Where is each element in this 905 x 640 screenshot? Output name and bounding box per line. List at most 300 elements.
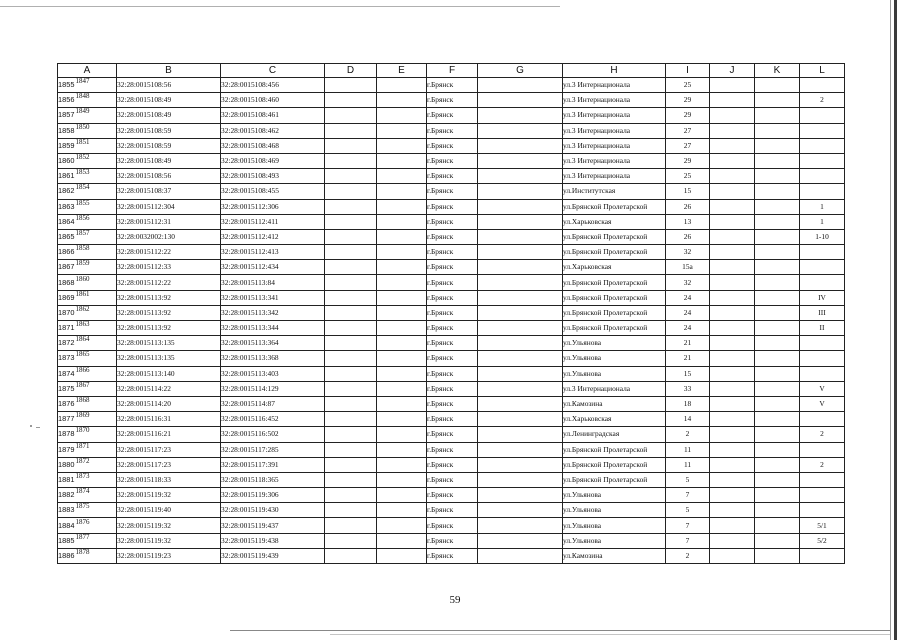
cadastral-number-b[interactable]: 32:28:0015119:32 bbox=[117, 488, 221, 503]
column-header-g[interactable]: G bbox=[478, 64, 563, 78]
city-cell[interactable]: г.Брянск bbox=[427, 442, 478, 457]
city-cell[interactable]: г.Брянск bbox=[427, 457, 478, 472]
cell-j[interactable] bbox=[710, 184, 755, 199]
cell-e[interactable] bbox=[377, 548, 427, 563]
cell-d[interactable] bbox=[325, 199, 377, 214]
row-number-cell[interactable] bbox=[58, 488, 117, 503]
cadastral-number-b[interactable]: 32:28:0015108:56 bbox=[117, 169, 221, 184]
city-cell[interactable]: г.Брянск bbox=[427, 305, 478, 320]
row-number-cell[interactable] bbox=[58, 472, 117, 487]
house-number-cell[interactable]: 11 bbox=[666, 442, 710, 457]
apartment-cell[interactable]: 2 bbox=[800, 93, 845, 108]
cell-j[interactable] bbox=[710, 108, 755, 123]
cell-e[interactable] bbox=[377, 138, 427, 153]
cadastral-number-b[interactable]: 32:28:0032002:130 bbox=[117, 229, 221, 244]
cell-d[interactable] bbox=[325, 184, 377, 199]
cell-g[interactable] bbox=[478, 472, 563, 487]
cell-k[interactable] bbox=[755, 412, 800, 427]
cell-j[interactable] bbox=[710, 229, 755, 244]
cell-g[interactable] bbox=[478, 548, 563, 563]
house-number-cell[interactable]: 7 bbox=[666, 518, 710, 533]
cell-k[interactable] bbox=[755, 305, 800, 320]
cell-d[interactable] bbox=[325, 78, 377, 93]
cell-d[interactable] bbox=[325, 169, 377, 184]
cadastral-number-b[interactable]: 32:28:0015119:32 bbox=[117, 533, 221, 548]
cell-e[interactable] bbox=[377, 351, 427, 366]
cell-e[interactable] bbox=[377, 169, 427, 184]
cell-g[interactable] bbox=[478, 138, 563, 153]
column-header-k[interactable]: K bbox=[755, 64, 800, 78]
cell-e[interactable] bbox=[377, 214, 427, 229]
apartment-cell[interactable]: 2 bbox=[800, 427, 845, 442]
cell-k[interactable] bbox=[755, 123, 800, 138]
cell-d[interactable] bbox=[325, 366, 377, 381]
city-cell[interactable]: г.Брянск bbox=[427, 123, 478, 138]
row-number-cell[interactable] bbox=[58, 412, 117, 427]
cadastral-number-c[interactable]: 32:28:0015113:364 bbox=[221, 336, 325, 351]
house-number-cell[interactable]: 32 bbox=[666, 275, 710, 290]
cell-j[interactable] bbox=[710, 488, 755, 503]
cell-g[interactable] bbox=[478, 169, 563, 184]
city-cell[interactable]: г.Брянск bbox=[427, 503, 478, 518]
cell-d[interactable] bbox=[325, 548, 377, 563]
house-number-cell[interactable]: 29 bbox=[666, 153, 710, 168]
apartment-cell[interactable]: 1 bbox=[800, 199, 845, 214]
house-number-cell[interactable]: 24 bbox=[666, 321, 710, 336]
street-cell[interactable]: ул.Харьковская bbox=[563, 412, 666, 427]
cell-k[interactable] bbox=[755, 108, 800, 123]
cell-e[interactable] bbox=[377, 336, 427, 351]
cadastral-number-c[interactable]: 32:28:0015116:452 bbox=[221, 412, 325, 427]
column-header-j[interactable]: J bbox=[710, 64, 755, 78]
cell-d[interactable] bbox=[325, 108, 377, 123]
cell-k[interactable] bbox=[755, 336, 800, 351]
apartment-cell[interactable]: III bbox=[800, 305, 845, 320]
cell-j[interactable] bbox=[710, 336, 755, 351]
cadastral-number-c[interactable]: 32:28:0015108:469 bbox=[221, 153, 325, 168]
apartment-cell[interactable] bbox=[800, 366, 845, 381]
cell-j[interactable] bbox=[710, 366, 755, 381]
row-number-cell[interactable] bbox=[58, 381, 117, 396]
cell-k[interactable] bbox=[755, 488, 800, 503]
cadastral-number-b[interactable]: 32:28:0015116:31 bbox=[117, 412, 221, 427]
cadastral-number-c[interactable]: 32:28:0015118:365 bbox=[221, 472, 325, 487]
cell-e[interactable] bbox=[377, 290, 427, 305]
cell-j[interactable] bbox=[710, 472, 755, 487]
cadastral-number-c[interactable]: 32:28:0015108:460 bbox=[221, 93, 325, 108]
cell-k[interactable] bbox=[755, 457, 800, 472]
city-cell[interactable]: г.Брянск bbox=[427, 366, 478, 381]
house-number-cell[interactable]: 29 bbox=[666, 108, 710, 123]
cell-g[interactable] bbox=[478, 457, 563, 472]
street-cell[interactable]: ул.Ульянова bbox=[563, 351, 666, 366]
house-number-cell[interactable]: 18 bbox=[666, 396, 710, 411]
cell-e[interactable] bbox=[377, 396, 427, 411]
cell-d[interactable] bbox=[325, 305, 377, 320]
cell-d[interactable] bbox=[325, 290, 377, 305]
street-cell[interactable]: ул.Брянской Пролетарской bbox=[563, 472, 666, 487]
cadastral-number-b[interactable]: 32:28:0015108:56 bbox=[117, 78, 221, 93]
apartment-cell[interactable] bbox=[800, 184, 845, 199]
apartment-cell[interactable] bbox=[800, 169, 845, 184]
cadastral-number-c[interactable]: 32:28:0015108:462 bbox=[221, 123, 325, 138]
cell-k[interactable] bbox=[755, 78, 800, 93]
apartment-cell[interactable] bbox=[800, 336, 845, 351]
cell-j[interactable] bbox=[710, 396, 755, 411]
house-number-cell[interactable]: 25 bbox=[666, 78, 710, 93]
street-cell[interactable]: ул.Брянской Пролетарской bbox=[563, 457, 666, 472]
house-number-cell[interactable]: 21 bbox=[666, 351, 710, 366]
city-cell[interactable]: г.Брянск bbox=[427, 396, 478, 411]
house-number-cell[interactable]: 27 bbox=[666, 138, 710, 153]
row-number-cell[interactable] bbox=[58, 153, 117, 168]
city-cell[interactable]: г.Брянск bbox=[427, 169, 478, 184]
cell-j[interactable] bbox=[710, 518, 755, 533]
cell-g[interactable] bbox=[478, 93, 563, 108]
cadastral-number-c[interactable]: 32:28:0015119:437 bbox=[221, 518, 325, 533]
cadastral-number-b[interactable]: 32:28:0015117:23 bbox=[117, 442, 221, 457]
cell-d[interactable] bbox=[325, 245, 377, 260]
row-number-cell[interactable] bbox=[58, 548, 117, 563]
cell-g[interactable] bbox=[478, 275, 563, 290]
cell-d[interactable] bbox=[325, 412, 377, 427]
cell-j[interactable] bbox=[710, 503, 755, 518]
apartment-cell[interactable] bbox=[800, 275, 845, 290]
cell-g[interactable] bbox=[478, 305, 563, 320]
cadastral-number-c[interactable]: 32:28:0015108:455 bbox=[221, 184, 325, 199]
apartment-cell[interactable] bbox=[800, 108, 845, 123]
cell-g[interactable] bbox=[478, 184, 563, 199]
cell-e[interactable] bbox=[377, 533, 427, 548]
cell-e[interactable] bbox=[377, 108, 427, 123]
apartment-cell[interactable]: 1 bbox=[800, 214, 845, 229]
street-cell[interactable]: ул.Камозина bbox=[563, 548, 666, 563]
cadastral-number-b[interactable]: 32:28:0015112:33 bbox=[117, 260, 221, 275]
row-number-cell[interactable] bbox=[58, 78, 117, 93]
cell-j[interactable] bbox=[710, 381, 755, 396]
cell-k[interactable] bbox=[755, 229, 800, 244]
row-number-cell[interactable] bbox=[58, 260, 117, 275]
row-number-cell[interactable] bbox=[58, 351, 117, 366]
cadastral-number-b[interactable]: 32:28:0015114:20 bbox=[117, 396, 221, 411]
row-number-cell[interactable] bbox=[58, 169, 117, 184]
row-number-cell[interactable] bbox=[58, 199, 117, 214]
cell-e[interactable] bbox=[377, 427, 427, 442]
cadastral-number-c[interactable]: 32:28:0015113:368 bbox=[221, 351, 325, 366]
cell-e[interactable] bbox=[377, 366, 427, 381]
street-cell[interactable]: ул.Брянской Пролетарской bbox=[563, 245, 666, 260]
street-cell[interactable]: ул.Ульянова bbox=[563, 533, 666, 548]
cell-g[interactable] bbox=[478, 321, 563, 336]
cell-j[interactable] bbox=[710, 351, 755, 366]
city-cell[interactable]: г.Брянск bbox=[427, 184, 478, 199]
cell-e[interactable] bbox=[377, 260, 427, 275]
row-number-cell[interactable] bbox=[58, 366, 117, 381]
cell-g[interactable] bbox=[478, 78, 563, 93]
street-cell[interactable]: ул.Харьковская bbox=[563, 260, 666, 275]
cell-k[interactable] bbox=[755, 503, 800, 518]
cadastral-number-b[interactable]: 32:28:0015108:37 bbox=[117, 184, 221, 199]
house-number-cell[interactable]: 24 bbox=[666, 290, 710, 305]
cell-g[interactable] bbox=[478, 199, 563, 214]
row-number-cell[interactable] bbox=[58, 123, 117, 138]
cell-k[interactable] bbox=[755, 427, 800, 442]
street-cell[interactable]: ул.Ульянова bbox=[563, 336, 666, 351]
cadastral-number-c[interactable]: 32:28:0015113:84 bbox=[221, 275, 325, 290]
cell-k[interactable] bbox=[755, 93, 800, 108]
house-number-cell[interactable]: 2 bbox=[666, 548, 710, 563]
column-header-b[interactable]: B bbox=[117, 64, 221, 78]
apartment-cell[interactable] bbox=[800, 351, 845, 366]
cell-j[interactable] bbox=[710, 290, 755, 305]
row-number-cell[interactable] bbox=[58, 290, 117, 305]
cell-d[interactable] bbox=[325, 442, 377, 457]
cell-k[interactable] bbox=[755, 396, 800, 411]
apartment-cell[interactable] bbox=[800, 503, 845, 518]
city-cell[interactable]: г.Брянск bbox=[427, 108, 478, 123]
cadastral-number-b[interactable]: 32:28:0015116:21 bbox=[117, 427, 221, 442]
street-cell[interactable]: ул.Ленинградская bbox=[563, 427, 666, 442]
cell-k[interactable] bbox=[755, 366, 800, 381]
cell-j[interactable] bbox=[710, 442, 755, 457]
street-cell[interactable]: ул.3 Интернационала bbox=[563, 108, 666, 123]
cadastral-number-b[interactable]: 32:28:0015108:59 bbox=[117, 123, 221, 138]
cell-d[interactable] bbox=[325, 93, 377, 108]
cell-d[interactable] bbox=[325, 503, 377, 518]
house-number-cell[interactable]: 5 bbox=[666, 472, 710, 487]
cell-k[interactable] bbox=[755, 214, 800, 229]
house-number-cell[interactable]: 15 bbox=[666, 366, 710, 381]
cell-g[interactable] bbox=[478, 442, 563, 457]
house-number-cell[interactable]: 26 bbox=[666, 229, 710, 244]
apartment-cell[interactable] bbox=[800, 123, 845, 138]
cell-d[interactable] bbox=[325, 153, 377, 168]
city-cell[interactable]: г.Брянск bbox=[427, 518, 478, 533]
cadastral-number-b[interactable]: 32:28:0015112:304 bbox=[117, 199, 221, 214]
city-cell[interactable]: г.Брянск bbox=[427, 78, 478, 93]
cell-d[interactable] bbox=[325, 488, 377, 503]
house-number-cell[interactable]: 14 bbox=[666, 412, 710, 427]
cell-j[interactable] bbox=[710, 533, 755, 548]
house-number-cell[interactable]: 29 bbox=[666, 93, 710, 108]
street-cell[interactable]: ул.Брянской Пролетарской bbox=[563, 442, 666, 457]
cell-k[interactable] bbox=[755, 290, 800, 305]
cadastral-number-c[interactable]: 32:28:0015119:430 bbox=[221, 503, 325, 518]
street-cell[interactable]: ул.3 Интернационала bbox=[563, 153, 666, 168]
cell-e[interactable] bbox=[377, 229, 427, 244]
cell-g[interactable] bbox=[478, 229, 563, 244]
cadastral-number-c[interactable]: 32:28:0015113:342 bbox=[221, 305, 325, 320]
street-cell[interactable]: ул.Ульянова bbox=[563, 488, 666, 503]
row-number-cell[interactable] bbox=[58, 229, 117, 244]
cell-j[interactable] bbox=[710, 275, 755, 290]
cell-g[interactable] bbox=[478, 412, 563, 427]
cell-d[interactable] bbox=[325, 229, 377, 244]
apartment-cell[interactable]: V bbox=[800, 381, 845, 396]
cadastral-number-c[interactable]: 32:28:0015119:438 bbox=[221, 533, 325, 548]
cell-g[interactable] bbox=[478, 396, 563, 411]
cadastral-number-c[interactable]: 32:28:0015117:285 bbox=[221, 442, 325, 457]
row-number-cell[interactable] bbox=[58, 533, 117, 548]
cell-g[interactable] bbox=[478, 351, 563, 366]
cell-g[interactable] bbox=[478, 503, 563, 518]
cell-e[interactable] bbox=[377, 518, 427, 533]
row-number-cell[interactable] bbox=[58, 93, 117, 108]
street-cell[interactable]: ул.3 Интернационала bbox=[563, 93, 666, 108]
city-cell[interactable]: г.Брянск bbox=[427, 351, 478, 366]
cadastral-number-b[interactable]: 32:28:0015113:135 bbox=[117, 336, 221, 351]
cell-e[interactable] bbox=[377, 199, 427, 214]
cell-k[interactable] bbox=[755, 169, 800, 184]
city-cell[interactable]: г.Брянск bbox=[427, 229, 478, 244]
cell-d[interactable] bbox=[325, 214, 377, 229]
cell-k[interactable] bbox=[755, 381, 800, 396]
city-cell[interactable]: г.Брянск bbox=[427, 472, 478, 487]
cell-d[interactable] bbox=[325, 123, 377, 138]
row-number-cell[interactable] bbox=[58, 275, 117, 290]
house-number-cell[interactable]: 21 bbox=[666, 336, 710, 351]
street-cell[interactable]: ул.Камозина bbox=[563, 396, 666, 411]
cell-e[interactable] bbox=[377, 457, 427, 472]
cell-e[interactable] bbox=[377, 123, 427, 138]
city-cell[interactable]: г.Брянск bbox=[427, 381, 478, 396]
cadastral-number-c[interactable]: 32:28:0015108:468 bbox=[221, 138, 325, 153]
cell-d[interactable] bbox=[325, 381, 377, 396]
cell-d[interactable] bbox=[325, 518, 377, 533]
cell-d[interactable] bbox=[325, 533, 377, 548]
row-number-cell[interactable] bbox=[58, 321, 117, 336]
apartment-cell[interactable] bbox=[800, 245, 845, 260]
cell-j[interactable] bbox=[710, 305, 755, 320]
cell-k[interactable] bbox=[755, 351, 800, 366]
cell-e[interactable] bbox=[377, 275, 427, 290]
cadastral-number-b[interactable]: 32:28:0015119:23 bbox=[117, 548, 221, 563]
city-cell[interactable]: г.Брянск bbox=[427, 93, 478, 108]
cadastral-number-c[interactable]: 32:28:0015119:306 bbox=[221, 488, 325, 503]
apartment-cell[interactable] bbox=[800, 138, 845, 153]
apartment-cell[interactable] bbox=[800, 442, 845, 457]
cadastral-number-b[interactable]: 32:28:0015112:22 bbox=[117, 275, 221, 290]
house-number-cell[interactable]: 24 bbox=[666, 305, 710, 320]
column-header-l[interactable]: L bbox=[800, 64, 845, 78]
row-number-cell[interactable] bbox=[58, 336, 117, 351]
cell-j[interactable] bbox=[710, 199, 755, 214]
street-cell[interactable]: ул.Брянской Пролетарской bbox=[563, 321, 666, 336]
cell-j[interactable] bbox=[710, 427, 755, 442]
cadastral-number-b[interactable]: 32:28:0015114:22 bbox=[117, 381, 221, 396]
cell-d[interactable] bbox=[325, 396, 377, 411]
cell-d[interactable] bbox=[325, 472, 377, 487]
cadastral-number-b[interactable]: 32:28:0015108:59 bbox=[117, 138, 221, 153]
row-number-cell[interactable] bbox=[58, 214, 117, 229]
cell-g[interactable] bbox=[478, 427, 563, 442]
cell-j[interactable] bbox=[710, 153, 755, 168]
city-cell[interactable]: г.Брянск bbox=[427, 427, 478, 442]
cell-g[interactable] bbox=[478, 123, 563, 138]
cell-e[interactable] bbox=[377, 184, 427, 199]
row-number-cell[interactable] bbox=[58, 138, 117, 153]
house-number-cell[interactable]: 13 bbox=[666, 214, 710, 229]
house-number-cell[interactable]: 7 bbox=[666, 533, 710, 548]
apartment-cell[interactable] bbox=[800, 260, 845, 275]
cell-g[interactable] bbox=[478, 153, 563, 168]
cell-k[interactable] bbox=[755, 321, 800, 336]
cell-e[interactable] bbox=[377, 153, 427, 168]
apartment-cell[interactable] bbox=[800, 488, 845, 503]
cadastral-number-b[interactable]: 32:28:0015113:135 bbox=[117, 351, 221, 366]
city-cell[interactable]: г.Брянск bbox=[427, 548, 478, 563]
row-number-cell[interactable] bbox=[58, 396, 117, 411]
city-cell[interactable]: г.Брянск bbox=[427, 260, 478, 275]
cell-g[interactable] bbox=[478, 108, 563, 123]
street-cell[interactable]: ул.Брянской Пролетарской bbox=[563, 229, 666, 244]
cadastral-number-b[interactable]: 32:28:0015117:23 bbox=[117, 457, 221, 472]
cell-k[interactable] bbox=[755, 245, 800, 260]
cell-e[interactable] bbox=[377, 305, 427, 320]
cell-j[interactable] bbox=[710, 457, 755, 472]
cell-g[interactable] bbox=[478, 260, 563, 275]
house-number-cell[interactable]: 25 bbox=[666, 169, 710, 184]
apartment-cell[interactable] bbox=[800, 412, 845, 427]
cadastral-number-b[interactable]: 32:28:0015108:49 bbox=[117, 153, 221, 168]
apartment-cell[interactable]: 5/1 bbox=[800, 518, 845, 533]
cell-d[interactable] bbox=[325, 351, 377, 366]
street-cell[interactable]: ул.3 Интернационала bbox=[563, 123, 666, 138]
cell-d[interactable] bbox=[325, 321, 377, 336]
house-number-cell[interactable]: 11 bbox=[666, 457, 710, 472]
column-header-d[interactable]: D bbox=[325, 64, 377, 78]
cell-g[interactable] bbox=[478, 336, 563, 351]
cadastral-number-c[interactable]: 32:28:0015117:391 bbox=[221, 457, 325, 472]
street-cell[interactable]: ул.Ульянова bbox=[563, 518, 666, 533]
apartment-cell[interactable]: 1-10 bbox=[800, 229, 845, 244]
cell-e[interactable] bbox=[377, 472, 427, 487]
street-cell[interactable]: ул.Ульянова bbox=[563, 366, 666, 381]
cadastral-number-c[interactable]: 32:28:0015113:403 bbox=[221, 366, 325, 381]
city-cell[interactable]: г.Брянск bbox=[427, 214, 478, 229]
cadastral-number-b[interactable]: 32:28:0015108:49 bbox=[117, 108, 221, 123]
city-cell[interactable]: г.Брянск bbox=[427, 321, 478, 336]
cell-j[interactable] bbox=[710, 245, 755, 260]
cadastral-number-c[interactable]: 32:28:0015112:411 bbox=[221, 214, 325, 229]
city-cell[interactable]: г.Брянск bbox=[427, 290, 478, 305]
column-header-e[interactable]: E bbox=[377, 64, 427, 78]
cell-e[interactable] bbox=[377, 245, 427, 260]
city-cell[interactable]: г.Брянск bbox=[427, 533, 478, 548]
row-number-cell[interactable] bbox=[58, 518, 117, 533]
apartment-cell[interactable] bbox=[800, 78, 845, 93]
apartment-cell[interactable]: 5/2 bbox=[800, 533, 845, 548]
apartment-cell[interactable]: V bbox=[800, 396, 845, 411]
street-cell[interactable]: ул.Институтская bbox=[563, 184, 666, 199]
column-header-f[interactable]: F bbox=[427, 64, 478, 78]
cadastral-number-b[interactable]: 32:28:0015112:22 bbox=[117, 245, 221, 260]
apartment-cell[interactable]: IV bbox=[800, 290, 845, 305]
street-cell[interactable]: ул.3 Интернационала bbox=[563, 381, 666, 396]
cell-g[interactable] bbox=[478, 518, 563, 533]
city-cell[interactable]: г.Брянск bbox=[427, 153, 478, 168]
cadastral-number-b[interactable]: 32:28:0015108:49 bbox=[117, 93, 221, 108]
apartment-cell[interactable] bbox=[800, 472, 845, 487]
apartment-cell[interactable] bbox=[800, 548, 845, 563]
row-number-cell[interactable] bbox=[58, 305, 117, 320]
cadastral-number-c[interactable]: 32:28:0015112:306 bbox=[221, 199, 325, 214]
street-cell[interactable]: ул.Брянской Пролетарской bbox=[563, 290, 666, 305]
cell-g[interactable] bbox=[478, 381, 563, 396]
city-cell[interactable]: г.Брянск bbox=[427, 138, 478, 153]
street-cell[interactable]: ул.3 Интернационала bbox=[563, 169, 666, 184]
cell-e[interactable] bbox=[377, 321, 427, 336]
